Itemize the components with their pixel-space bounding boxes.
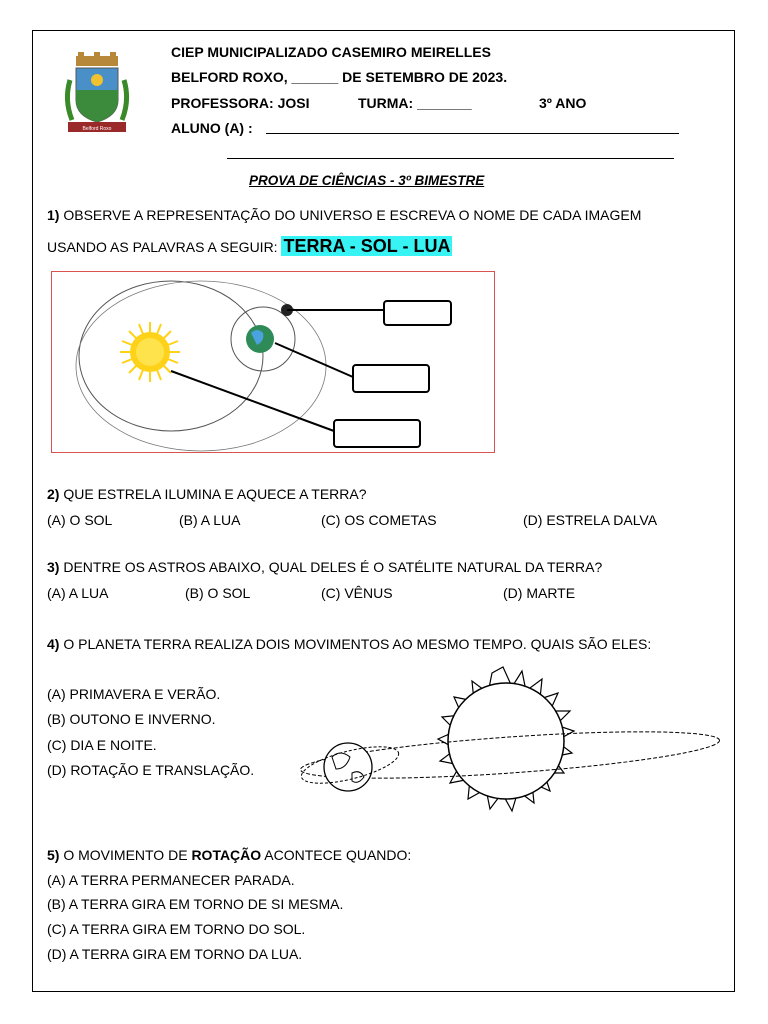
sun-earth-orbit-drawing [300,665,722,825]
earth-body [324,743,372,791]
municipal-crest-logo [62,50,132,136]
q3-option-d[interactable]: (D) MARTE [503,585,576,601]
q4-number: 4) [47,636,60,652]
q2-option-d[interactable]: (D) ESTRELA DALVA [523,512,658,528]
q1-line1 [47,207,641,223]
q5-option-d[interactable]: (D) A TERRA GIRA EM TORNO DA LUA. [47,946,303,962]
class-label: TURMA: _______ [358,95,472,111]
q1-line2 [47,236,452,257]
student-label: ALUNO (A) : [171,120,253,136]
student-name-line-2[interactable] [227,158,674,159]
q4-option-a[interactable]: (A) PRIMAVERA E VERÃO. [47,686,221,702]
q4-option-b[interactable]: (B) OUTONO E INVERNO. [47,711,216,727]
sun-body [448,683,564,799]
q1-text-line1: OBSERVE A REPRESENTAÇÃO DO UNIVERSO E ESCREVA O NOME DE CADA IMAGEM [63,207,642,223]
q5-option-b[interactable]: (B) A TERRA GIRA EM TORNO DE SI MESMA. [47,896,344,912]
q3-option-b[interactable]: (B) O SOL [185,585,251,601]
diagram-border [52,272,495,453]
teacher-label: PROFESSORA: JOSI [171,95,310,111]
q4-text: O PLANETA TERRA REALIZA DOIS MOVIMENTOS AO MESMO TEMPO. QUAIS SÃO ELES: [63,636,652,652]
q5-text-bold: ROTAÇÃO [191,847,262,863]
q4-option-d[interactable]: (D) ROTAÇÃO E TRANSLAÇÃO. [47,762,255,778]
q4-option-c[interactable]: (C) DIA E NOITE. [47,737,157,753]
q1-text-line2: USANDO AS PALAVRAS A SEGUIR: [47,239,278,255]
q1-word-bank: TERRA - SOL - LUA [283,236,451,256]
q3-number: 3) [47,559,60,575]
q2-option-c[interactable]: (C) OS COMETAS [321,512,437,528]
student-name-line[interactable] [266,133,679,134]
q2-option-b[interactable]: (B) A LUA [179,512,241,528]
q3-option-a[interactable]: (A) A LUA [47,585,109,601]
q5-option-a[interactable]: (A) A TERRA PERMANECER PARADA. [47,872,295,888]
grade-label: 3º ANO [539,95,587,111]
q4-question [47,636,651,652]
sun-drawing [120,322,180,382]
q5-option-c[interactable]: (C) A TERRA GIRA EM TORNO DO SOL. [47,921,306,937]
answer-box-sun [334,420,420,447]
city-date: BELFORD ROXO, ______ DE SETEMBRO DE 2023. [171,69,508,85]
school-name: CIEP MUNICIPALIZADO CASEMIRO MEIRELLES [171,44,491,60]
q3-text: DENTRE OS ASTROS ABAIXO, QUAL DELES É O SATÉLITE NATURAL DA TERRA? [63,559,603,575]
q2-option-a[interactable]: (A) O SOL [47,512,113,528]
q5-text-after: ACONTECE QUANDO: [264,847,412,863]
universe-diagram [51,271,495,453]
exam-title: PROVA DE CIÊNCIAS - 3º BIMESTRE [249,173,485,188]
q1-number: 1) [47,207,60,223]
crest-text: Belford Roxo [82,126,112,132]
q2-question [47,486,367,502]
q3-option-c[interactable]: (C) VÊNUS [321,585,393,601]
q5-question [47,847,411,863]
q2-text: QUE ESTRELA ILUMINA E AQUECE A TERRA? [63,486,367,502]
q3-question [47,559,602,575]
answer-box-earth [353,365,429,392]
q2-number: 2) [47,486,60,502]
answer-box-moon [384,301,451,325]
q5-number: 5) [47,847,60,863]
q5-text-before: O MOVIMENTO DE [63,847,188,863]
